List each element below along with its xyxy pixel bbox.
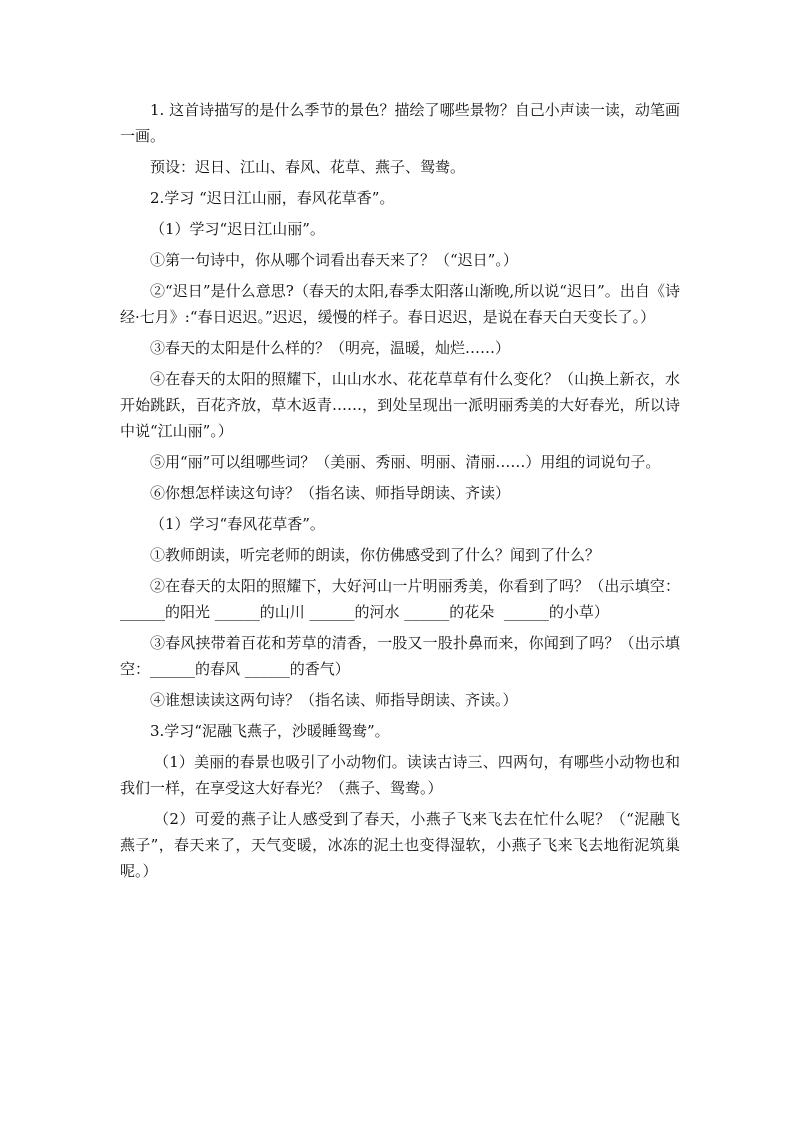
item-6: ⑥你想怎样读这句诗？（指名读、师指导朗读、齐读） (150, 484, 511, 502)
subsection-heading-1: （1）学习“迟日江山丽”。 (150, 220, 325, 238)
item-9: ③春风挟带着百花和芳草的清香，一股又一股扑鼻而来，你闻到了吗？（出示填空：______的春风 ______的香气） (120, 634, 680, 678)
subsection-heading-2: （1）学习“春风花草香”。 (150, 515, 325, 533)
item-1: ①第一句诗中，你从哪个词看出春天来了？（“迟日”。） (150, 251, 518, 269)
item-7: ①教师朗读，听完老师的朗读，你仿佛感受到了什么？闻到了什么？ (150, 546, 601, 564)
item-5: ⑤用“丽”可以组哪些词？（美丽、秀丽、明丽、清丽……）用组的词说句子。 (150, 453, 661, 471)
item-8: ②在春天的太阳的照耀下，大好河山一片明丽秀美，你看到了吗？（出示填空：______的阳光 ______的山川 ______的河水 ______的花朵 ______的小草） (120, 577, 680, 621)
item-4: ④在春天的太阳的照耀下，山山水水、花花草草有什么变化？（山换上新衣，水开始跳跃，百花齐放，草木返青……，到处呈现出一派明丽秀美的大好春光，所以诗中说“江山丽”。） (120, 370, 680, 440)
section-2-heading: 2.学习 “迟日江山丽，春风花草香”。 (150, 189, 395, 207)
item-2: ②“迟日”是什么意思?（春天的太阳,春季太阳落山渐晚,所以说“迟日”。出自《诗经·七月》:“春日迟迟。”迟迟，缓慢的样子。春日迟迟，是说在春天白天变长了。） (120, 282, 680, 326)
section-3-item-1: （1）美丽的春景也吸引了小动物们。读读古诗三、四两句，有哪些小动物也和我们一样，在享受这大好春光？（燕子、鸳鸯。） (120, 753, 680, 797)
item-3: ③春天的太阳是什么样的？（明亮，温暖，灿烂……） (150, 339, 511, 357)
section-3-heading: 3.学习“泥融飞燕子，沙暖睡鸳鸯”。 (150, 722, 390, 740)
document-body (120, 97, 680, 889)
item-10: ④谁想读读这两句诗？（指名读、师指导朗读、齐读。） (150, 691, 518, 709)
question-1: 1. 这首诗描写的是什么季节的景色？描绘了哪些景物？自己小声读一读，动笔画一画。 (120, 101, 680, 145)
section-3-item-2: （2）可爱的燕子让人感受到了春天，小燕子飞来飞去在忙什么呢？（“泥融飞燕子”，春天来了，天气变暖，冰冻的泥土也变得湿软，小燕子飞来飞去地衔泥筑巢呢。） (120, 810, 680, 880)
preset-answer: 预设：迟日、江山、春风、花草、燕子、鸳鸯。 (150, 158, 466, 176)
